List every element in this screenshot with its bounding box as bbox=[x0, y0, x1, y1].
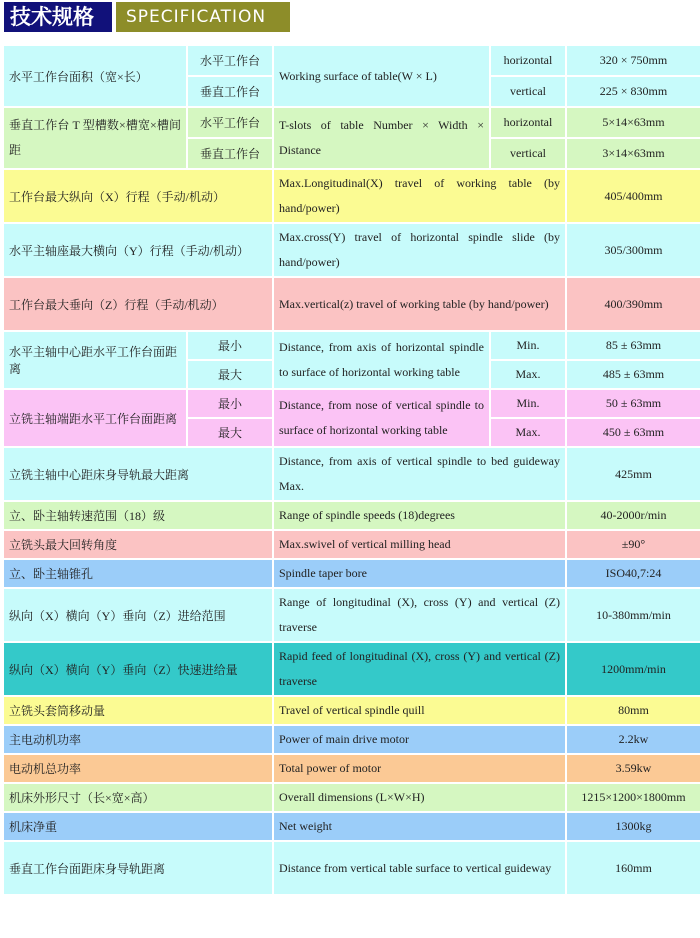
spec-value: 425mm bbox=[567, 448, 700, 500]
table-row bbox=[4, 589, 700, 641]
spec-label-en: Distance, from nose of vertical spindle to surface of horizontal working table bbox=[274, 390, 489, 446]
table-row bbox=[4, 755, 700, 782]
spec-value: 320 × 750mm bbox=[567, 46, 700, 75]
spec-label-en: Max.vertical(z) travel of working table (by hand/power) bbox=[274, 278, 565, 330]
table-row bbox=[4, 448, 700, 500]
spec-value: 3×14×63mm bbox=[567, 139, 700, 168]
spec-label-cn: 纵向（X）横向（Y）垂向（Z）快速进给量 bbox=[4, 643, 272, 695]
sub-label-cn: 垂直工作台 bbox=[188, 77, 272, 106]
sub-label-en: horizontal bbox=[491, 108, 565, 137]
spec-label-cn: 水平工作台面积（宽×长） bbox=[4, 46, 186, 106]
table-row bbox=[4, 224, 700, 276]
page-header bbox=[4, 2, 290, 32]
table-row bbox=[4, 502, 700, 529]
table-row bbox=[4, 531, 700, 558]
spec-label-cn: 立、卧主轴转速范围（18）级 bbox=[4, 502, 272, 529]
spec-value: 5×14×63mm bbox=[567, 108, 700, 137]
spec-label-cn: 主电动机功率 bbox=[4, 726, 272, 753]
sub-label-en: vertical bbox=[491, 139, 565, 168]
table-row bbox=[4, 726, 700, 753]
spec-label-cn: 水平主轴座最大横向（Y）行程（手动/机动） bbox=[4, 224, 272, 276]
spec-label-en: Rapid feed of longitudinal (X), cross (Y) and vertical (Z) traverse bbox=[274, 643, 565, 695]
spec-value: 80mm bbox=[567, 697, 700, 724]
table-row bbox=[4, 108, 700, 137]
spec-label-en: Net weight bbox=[274, 813, 565, 840]
spec-label-en: Total power of motor bbox=[274, 755, 565, 782]
spec-value: 160mm bbox=[567, 842, 700, 894]
spec-value: ±90° bbox=[567, 531, 700, 558]
spec-value: 1200mm/min bbox=[567, 643, 700, 695]
spec-value: 485 ± 63mm bbox=[567, 361, 700, 388]
table-row bbox=[4, 697, 700, 724]
table-row bbox=[4, 390, 700, 417]
spec-table bbox=[2, 44, 700, 896]
spec-label-cn: 工作台最大纵向（X）行程（手动/机动） bbox=[4, 170, 272, 222]
spec-label-cn: 电动机总功率 bbox=[4, 755, 272, 782]
spec-label-en: Travel of vertical spindle quill bbox=[274, 697, 565, 724]
sub-label-cn: 水平工作台 bbox=[188, 108, 272, 137]
sub-label-en: Max. bbox=[491, 419, 565, 446]
spec-label-cn: 纵向（X）横向（Y）垂向（Z）进给范围 bbox=[4, 589, 272, 641]
spec-value: 2.2kw bbox=[567, 726, 700, 753]
sub-label-en: Max. bbox=[491, 361, 565, 388]
spec-label-en: Max.swivel of vertical milling head bbox=[274, 531, 565, 558]
sub-label-cn: 最大 bbox=[188, 419, 272, 446]
spec-value: 405/400mm bbox=[567, 170, 700, 222]
spec-label-cn: 水平主轴中心距水平工作台面距离 bbox=[4, 332, 186, 388]
table-row bbox=[4, 813, 700, 840]
spec-label-en: Max.cross(Y) travel of horizontal spindle slide (by hand/power) bbox=[274, 224, 565, 276]
table-row bbox=[4, 643, 700, 695]
spec-value: 450 ± 63mm bbox=[567, 419, 700, 446]
spec-label-cn: 工作台最大垂向（Z）行程（手动/机动） bbox=[4, 278, 272, 330]
sub-label-en: Min. bbox=[491, 390, 565, 417]
spec-label-en: T-slots of table Number × Width × Distance bbox=[274, 108, 489, 168]
table-row bbox=[4, 46, 700, 75]
table-row bbox=[4, 278, 700, 330]
sub-label-cn: 最小 bbox=[188, 390, 272, 417]
spec-label-cn: 机床外形尺寸（长×宽×高） bbox=[4, 784, 272, 811]
spec-label-en: Spindle taper bore bbox=[274, 560, 565, 587]
spec-label-cn: 机床净重 bbox=[4, 813, 272, 840]
spec-label-cn: 垂直工作台面距床身导轨距离 bbox=[4, 842, 272, 894]
spec-value: 85 ± 63mm bbox=[567, 332, 700, 359]
header-title-cn: 技术规格 bbox=[4, 2, 112, 32]
table-row bbox=[4, 560, 700, 587]
spec-label-en: Distance from vertical table surface to vertical guideway bbox=[274, 842, 565, 894]
table-row bbox=[4, 170, 700, 222]
sub-label-cn: 水平工作台 bbox=[188, 46, 272, 75]
spec-value: 305/300mm bbox=[567, 224, 700, 276]
spec-value: 3.59kw bbox=[567, 755, 700, 782]
table-row bbox=[4, 842, 700, 894]
spec-label-cn: 立、卧主轴锥孔 bbox=[4, 560, 272, 587]
spec-value: 1215×1200×1800mm bbox=[567, 784, 700, 811]
header-title-en: SPECIFICATION bbox=[116, 2, 290, 32]
spec-value: 40-2000r/min bbox=[567, 502, 700, 529]
spec-value: 1300kg bbox=[567, 813, 700, 840]
spec-label-en: Distance, from axis of horizontal spindle to surface of horizontal working table bbox=[274, 332, 489, 388]
sub-label-cn: 最大 bbox=[188, 361, 272, 388]
sub-label-cn: 最小 bbox=[188, 332, 272, 359]
spec-label-en: Power of main drive motor bbox=[274, 726, 565, 753]
table-row bbox=[4, 784, 700, 811]
spec-label-en: Range of longitudinal (X), cross (Y) and vertical (Z) traverse bbox=[274, 589, 565, 641]
spec-label-en: Working surface of table(W × L) bbox=[274, 46, 489, 106]
spec-label-en: Range of spindle speeds (18)degrees bbox=[274, 502, 565, 529]
sub-label-cn: 垂直工作台 bbox=[188, 139, 272, 168]
spec-label-en: Max.Longitudinal(X) travel of working table (by hand/power) bbox=[274, 170, 565, 222]
spec-label-cn: 立铣主轴中心距床身导轨最大距离 bbox=[4, 448, 272, 500]
spec-label-cn: 立铣主轴端距水平工作台面距离 bbox=[4, 390, 186, 446]
spec-label-en: Distance, from axis of vertical spindle to bed guideway Max. bbox=[274, 448, 565, 500]
spec-label-cn: 垂直工作台 T 型槽数×槽宽×槽间距 bbox=[4, 108, 186, 168]
spec-label-en: Overall dimensions (L×W×H) bbox=[274, 784, 565, 811]
spec-value: 10-380mm/min bbox=[567, 589, 700, 641]
sub-label-en: vertical bbox=[491, 77, 565, 106]
sub-label-en: Min. bbox=[491, 332, 565, 359]
spec-value: 400/390mm bbox=[567, 278, 700, 330]
spec-value: ISO40,7:24 bbox=[567, 560, 700, 587]
spec-value: 225 × 830mm bbox=[567, 77, 700, 106]
sub-label-en: horizontal bbox=[491, 46, 565, 75]
table-row bbox=[4, 332, 700, 359]
spec-label-cn: 立铣头套筒移动量 bbox=[4, 697, 272, 724]
spec-value: 50 ± 63mm bbox=[567, 390, 700, 417]
spec-label-cn: 立铣头最大回转角度 bbox=[4, 531, 272, 558]
